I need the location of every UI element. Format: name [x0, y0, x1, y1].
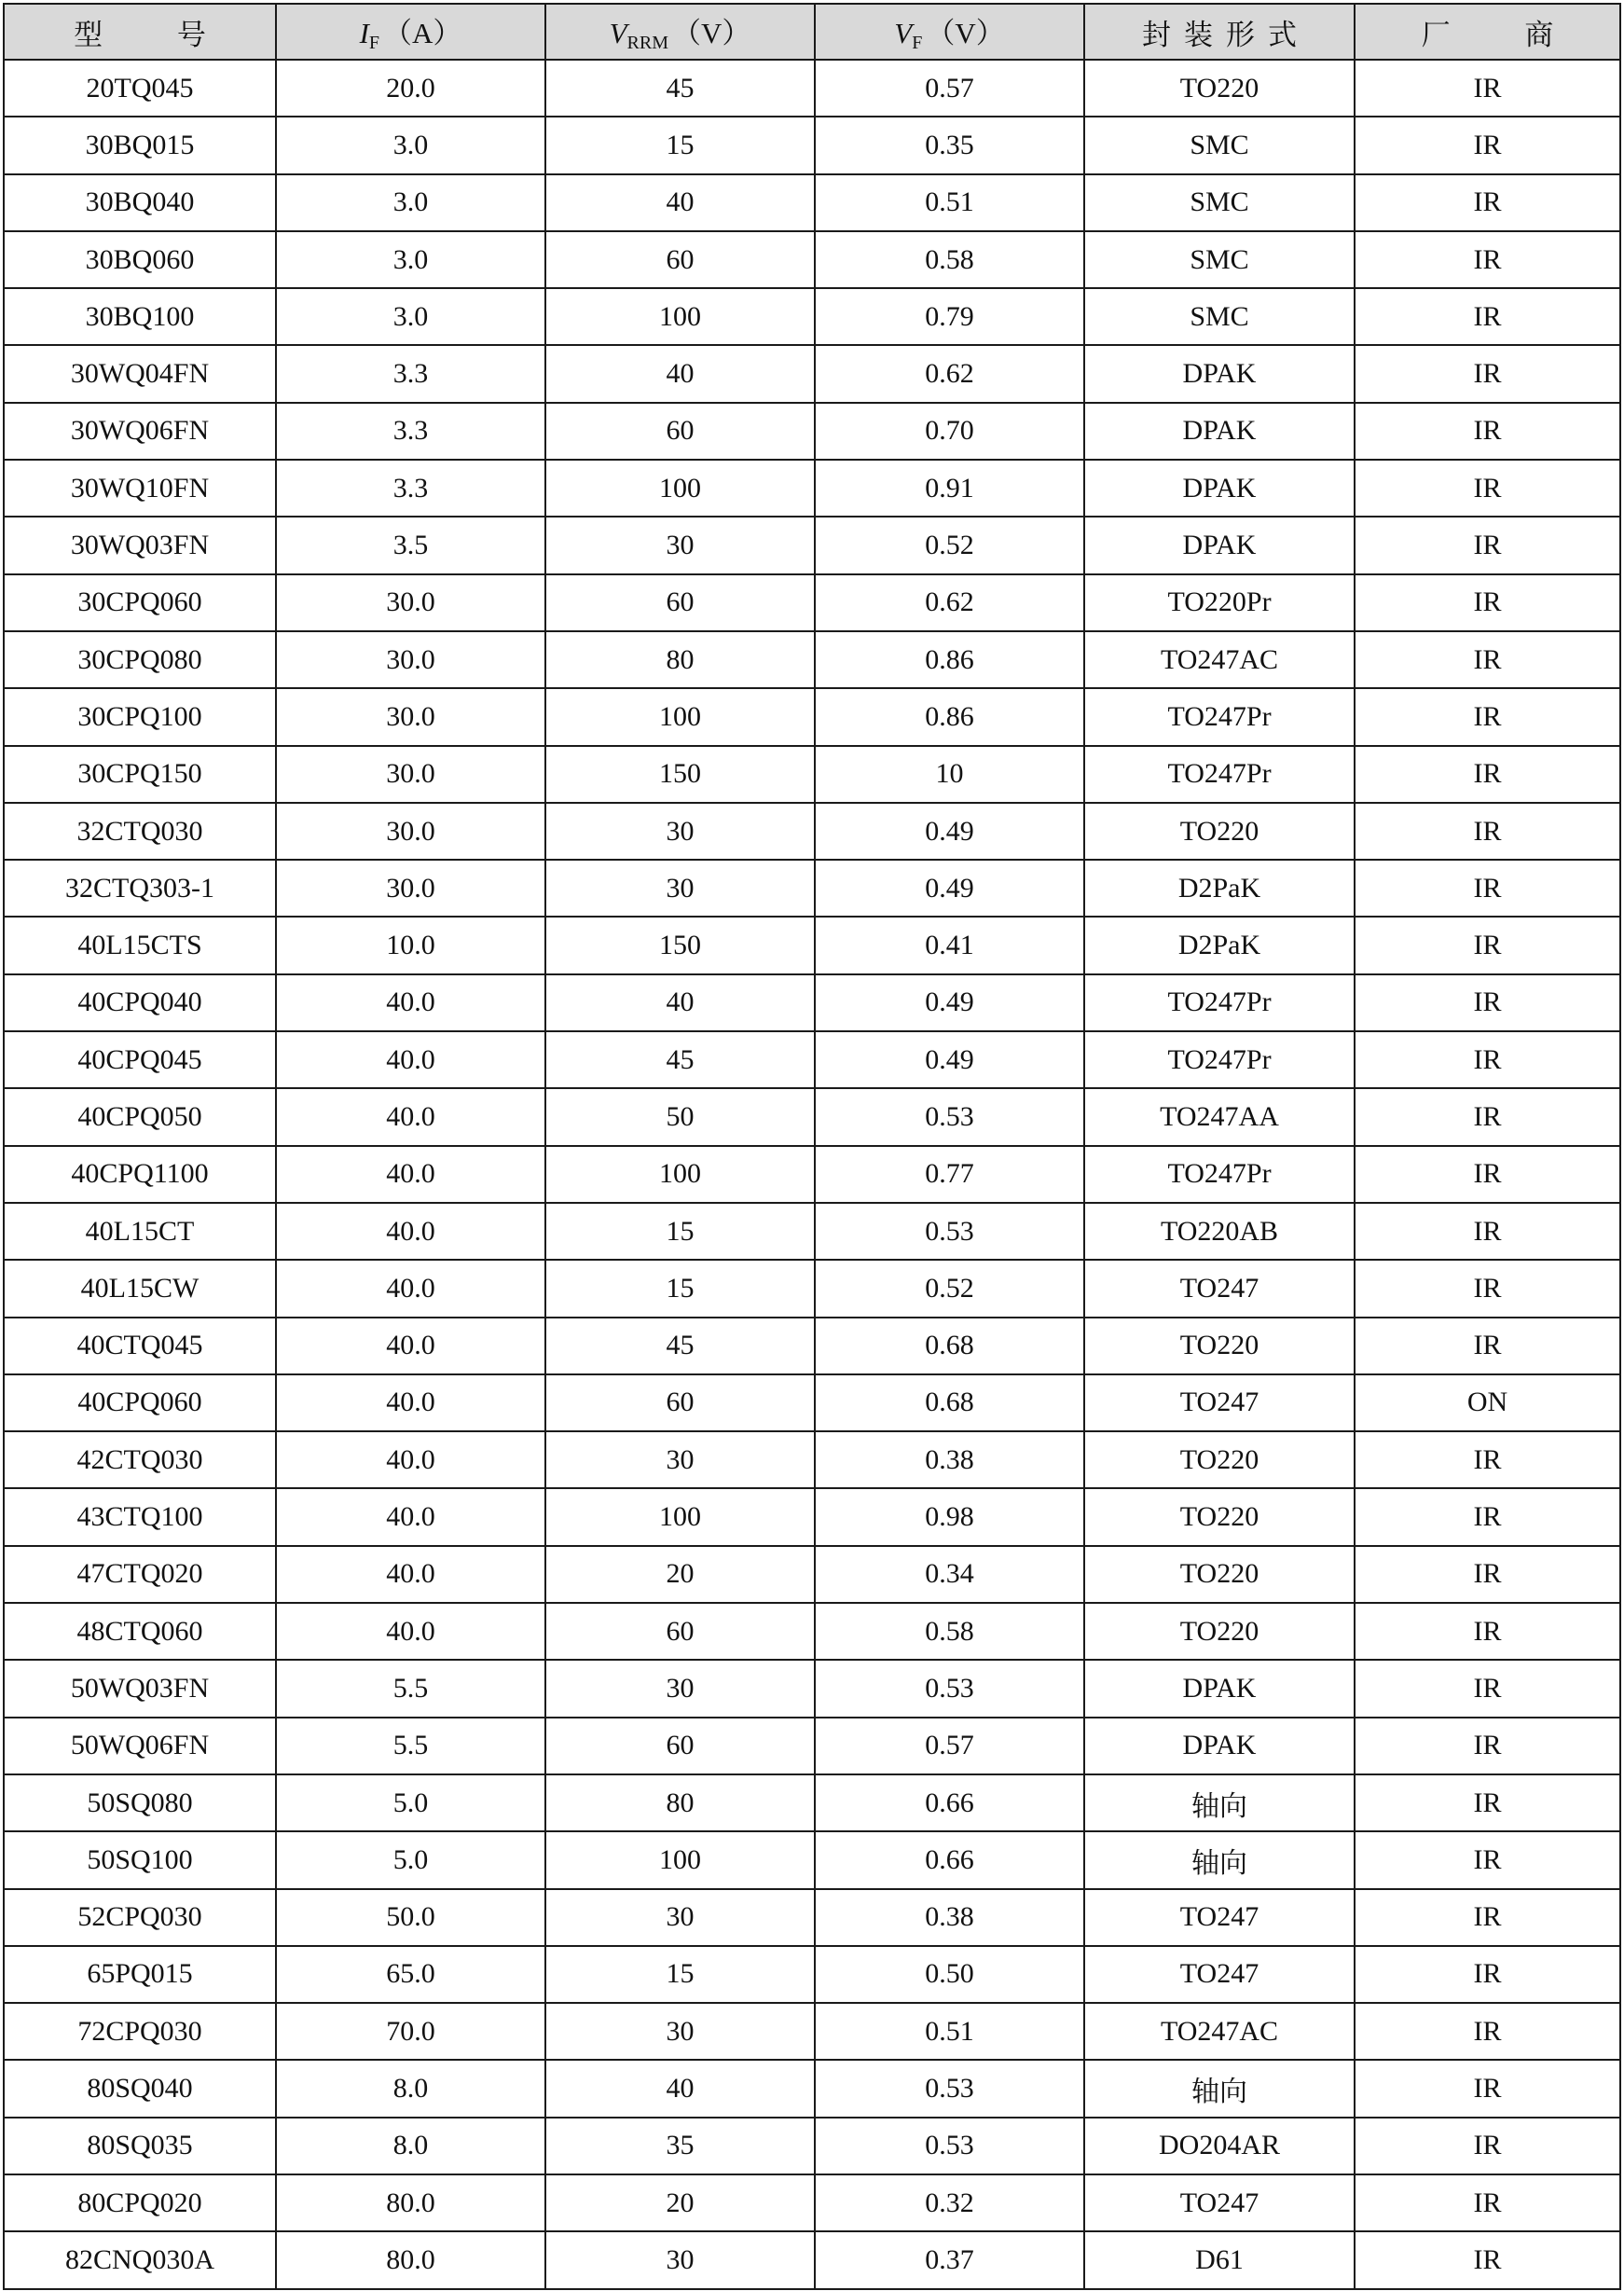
cell-maker: IR: [1355, 1318, 1620, 1374]
cell-maker: IR: [1355, 2003, 1620, 2060]
cell-vf: 0.51: [815, 174, 1084, 231]
table-row: [4, 1774, 1620, 1831]
cell-vf: 0.53: [815, 1088, 1084, 1145]
table-row: [4, 2231, 1620, 2288]
cell-vrrm: 40: [545, 345, 815, 402]
cell-model: 50SQ080: [4, 1774, 276, 1831]
cell-model: 40L15CT: [4, 1203, 276, 1260]
cell-model: 82CNQ030A: [4, 2231, 276, 2288]
cell-if: 50.0: [276, 1889, 545, 1946]
table-row: [4, 2003, 1620, 2060]
table-row: [4, 574, 1620, 631]
cell-package: TO220: [1084, 803, 1355, 860]
cell-if: 3.0: [276, 231, 545, 288]
cell-maker: IR: [1355, 631, 1620, 688]
cell-model: 40CTQ045: [4, 1318, 276, 1374]
cell-package: DPAK: [1084, 345, 1355, 402]
cell-model: 43CTQ100: [4, 1488, 276, 1545]
cell-model: 32CTQ303-1: [4, 860, 276, 917]
cell-vrrm: 20: [545, 2174, 815, 2231]
cell-if: 20.0: [276, 60, 545, 117]
cell-vf: 0.58: [815, 231, 1084, 288]
cell-if: 5.5: [276, 1718, 545, 1774]
cell-maker: IR: [1355, 1546, 1620, 1603]
cell-package: TO247: [1084, 1374, 1355, 1431]
cell-model: 30WQ03FN: [4, 517, 276, 573]
cell-vf: 0.38: [815, 1431, 1084, 1488]
table-row: [4, 174, 1620, 231]
cell-if: 3.0: [276, 174, 545, 231]
cell-model: 30WQ06FN: [4, 403, 276, 460]
cell-vrrm: 45: [545, 1318, 815, 1374]
cell-vf: 0.53: [815, 2060, 1084, 2117]
cell-package: SMC: [1084, 117, 1355, 173]
cell-vrrm: 20: [545, 1546, 815, 1603]
table-row: [4, 1946, 1620, 2003]
cell-if: 3.0: [276, 117, 545, 173]
cell-vf: 0.41: [815, 917, 1084, 973]
cell-package: TO220: [1084, 1546, 1355, 1603]
cell-vf: 0.50: [815, 1946, 1084, 2003]
cell-model: 30BQ040: [4, 174, 276, 231]
cell-model: 52CPQ030: [4, 1889, 276, 1946]
table-row: [4, 631, 1620, 688]
cell-maker: IR: [1355, 117, 1620, 173]
cell-package: DPAK: [1084, 1718, 1355, 1774]
cell-maker: ON: [1355, 1374, 1620, 1431]
cell-vrrm: 40: [545, 174, 815, 231]
cell-package: TO247: [1084, 1889, 1355, 1946]
cell-vrrm: 30: [545, 1431, 815, 1488]
table-row: [4, 688, 1620, 745]
table-row: [4, 60, 1620, 117]
cell-model: 72CPQ030: [4, 2003, 276, 2060]
cell-maker: IR: [1355, 1431, 1620, 1488]
cell-if: 5.0: [276, 1831, 545, 1888]
cell-vf: 10: [815, 746, 1084, 803]
cell-model: 30WQ10FN: [4, 460, 276, 517]
table-row: [4, 1431, 1620, 1488]
table-row: [4, 460, 1620, 517]
cell-package: DPAK: [1084, 517, 1355, 573]
table-row: [4, 1031, 1620, 1088]
cell-maker: IR: [1355, 1603, 1620, 1660]
table-row: [4, 403, 1620, 460]
cell-maker: IR: [1355, 1889, 1620, 1946]
cell-if: 30.0: [276, 574, 545, 631]
cell-maker: IR: [1355, 1088, 1620, 1145]
header-row: [4, 4, 1620, 60]
cell-maker: IR: [1355, 2060, 1620, 2117]
cell-vf: 0.53: [815, 1660, 1084, 1717]
table-row: [4, 2118, 1620, 2174]
cell-package: TO220: [1084, 60, 1355, 117]
table-row: [4, 803, 1620, 860]
header-package: [1084, 4, 1355, 60]
cell-if: 10.0: [276, 917, 545, 973]
cell-vrrm: 40: [545, 2060, 815, 2117]
cell-if: 40.0: [276, 1031, 545, 1088]
cell-package: TO247: [1084, 1260, 1355, 1317]
cell-if: 3.3: [276, 345, 545, 402]
cell-if: 5.5: [276, 1660, 545, 1717]
cell-model: 47CTQ020: [4, 1546, 276, 1603]
cell-package: TO247Pr: [1084, 974, 1355, 1031]
cell-if: 3.3: [276, 460, 545, 517]
cell-model: 80SQ035: [4, 2118, 276, 2174]
cell-vrrm: 40: [545, 974, 815, 1031]
cell-package: TO220: [1084, 1488, 1355, 1545]
cell-model: 40L15CTS: [4, 917, 276, 973]
header-vf-symbol: V: [894, 17, 913, 49]
table-row: [4, 2174, 1620, 2231]
cell-vrrm: 30: [545, 1660, 815, 1717]
cell-maker: IR: [1355, 688, 1620, 745]
table-row: [4, 1718, 1620, 1774]
cell-vrrm: 45: [545, 60, 815, 117]
cell-model: 65PQ015: [4, 1946, 276, 2003]
header-vf-subscript: F: [912, 33, 923, 53]
cell-if: 40.0: [276, 1488, 545, 1545]
header-if-subscript: F: [368, 33, 380, 53]
cell-maker: IR: [1355, 1831, 1620, 1888]
cell-if: 8.0: [276, 2060, 545, 2117]
diode-spec-table: [3, 3, 1621, 2290]
cell-model: 30WQ04FN: [4, 345, 276, 402]
cell-vf: 0.79: [815, 288, 1084, 345]
cell-maker: IR: [1355, 231, 1620, 288]
cell-vf: 0.51: [815, 2003, 1084, 2060]
cell-package: TO220: [1084, 1318, 1355, 1374]
cell-package: D61: [1084, 2231, 1355, 2288]
cell-if: 80.0: [276, 2174, 545, 2231]
table-row: [4, 288, 1620, 345]
cell-vf: 0.49: [815, 803, 1084, 860]
header-if-unit: （A）: [383, 17, 462, 49]
cell-package: TO247Pr: [1084, 1031, 1355, 1088]
cell-vf: 0.49: [815, 1031, 1084, 1088]
cell-vrrm: 100: [545, 1488, 815, 1545]
cell-vf: 0.49: [815, 860, 1084, 917]
cell-vrrm: 50: [545, 1088, 815, 1145]
table-row: [4, 1088, 1620, 1145]
cell-vrrm: 15: [545, 1946, 815, 2003]
cell-vf: 0.62: [815, 574, 1084, 631]
table-row: [4, 1146, 1620, 1203]
cell-model: 80CPQ020: [4, 2174, 276, 2231]
cell-package: TO247Pr: [1084, 746, 1355, 803]
table-row: [4, 1603, 1620, 1660]
cell-if: 40.0: [276, 1603, 545, 1660]
cell-if: 40.0: [276, 1260, 545, 1317]
table-row: [4, 1546, 1620, 1603]
header-maker-label: 厂 商: [1421, 18, 1588, 51]
cell-vf: 0.86: [815, 688, 1084, 745]
cell-vrrm: 30: [545, 2231, 815, 2288]
cell-model: 30CPQ060: [4, 574, 276, 631]
cell-vf: 0.62: [815, 345, 1084, 402]
cell-vf: 0.66: [815, 1774, 1084, 1831]
header-vf-unit: （V）: [926, 17, 1005, 49]
cell-vf: 0.38: [815, 1889, 1084, 1946]
table-row: [4, 1203, 1620, 1260]
cell-maker: IR: [1355, 517, 1620, 573]
cell-model: 40CPQ1100: [4, 1146, 276, 1203]
cell-model: 20TQ045: [4, 60, 276, 117]
cell-vf: 0.37: [815, 2231, 1084, 2288]
cell-vrrm: 60: [545, 231, 815, 288]
cell-maker: IR: [1355, 974, 1620, 1031]
cell-package: TO220: [1084, 1431, 1355, 1488]
cell-model: 50WQ06FN: [4, 1718, 276, 1774]
cell-maker: IR: [1355, 917, 1620, 973]
cell-vrrm: 100: [545, 460, 815, 517]
cell-package: SMC: [1084, 288, 1355, 345]
cell-maker: IR: [1355, 403, 1620, 460]
cell-vrrm: 35: [545, 2118, 815, 2174]
cell-model: 30BQ060: [4, 231, 276, 288]
cell-model: 42CTQ030: [4, 1431, 276, 1488]
cell-model: 50WQ03FN: [4, 1660, 276, 1717]
cell-maker: IR: [1355, 860, 1620, 917]
cell-maker: IR: [1355, 460, 1620, 517]
cell-vf: 0.53: [815, 1203, 1084, 1260]
header-vrrm-symbol: V: [609, 17, 627, 49]
cell-maker: IR: [1355, 2231, 1620, 2288]
cell-vrrm: 80: [545, 1774, 815, 1831]
cell-model: 40CPQ040: [4, 974, 276, 1031]
cell-package: 轴向: [1084, 1831, 1355, 1888]
cell-maker: IR: [1355, 1718, 1620, 1774]
cell-vf: 0.57: [815, 60, 1084, 117]
cell-vrrm: 30: [545, 860, 815, 917]
table-row: [4, 1488, 1620, 1545]
cell-if: 70.0: [276, 2003, 545, 2060]
cell-maker: IR: [1355, 174, 1620, 231]
cell-maker: IR: [1355, 803, 1620, 860]
cell-model: 40CPQ060: [4, 1374, 276, 1431]
cell-vf: 0.52: [815, 1260, 1084, 1317]
cell-package: TO220Pr: [1084, 574, 1355, 631]
cell-package: SMC: [1084, 231, 1355, 288]
cell-package: DPAK: [1084, 1660, 1355, 1717]
cell-vf: 0.66: [815, 1831, 1084, 1888]
cell-package: TO247: [1084, 2174, 1355, 2231]
cell-if: 65.0: [276, 1946, 545, 2003]
table-row: [4, 231, 1620, 288]
table-row: [4, 917, 1620, 973]
cell-package: TO247AA: [1084, 1088, 1355, 1145]
cell-maker: IR: [1355, 574, 1620, 631]
cell-if: 80.0: [276, 2231, 545, 2288]
cell-vrrm: 60: [545, 1718, 815, 1774]
table-row: [4, 2060, 1620, 2117]
cell-maker: IR: [1355, 1203, 1620, 1260]
cell-model: 40CPQ045: [4, 1031, 276, 1088]
table-row: [4, 1374, 1620, 1431]
header-maker: [1355, 4, 1620, 60]
table-row: [4, 1889, 1620, 1946]
cell-vf: 0.68: [815, 1374, 1084, 1431]
header-model-label: 型 号: [74, 18, 240, 51]
header-vf: [815, 4, 1084, 60]
cell-vrrm: 150: [545, 746, 815, 803]
cell-maker: IR: [1355, 60, 1620, 117]
cell-maker: IR: [1355, 1031, 1620, 1088]
cell-package: TO247AC: [1084, 2003, 1355, 2060]
cell-vrrm: 30: [545, 803, 815, 860]
cell-if: 40.0: [276, 1146, 545, 1203]
cell-vf: 0.57: [815, 1718, 1084, 1774]
cell-vrrm: 30: [545, 2003, 815, 2060]
table-row: [4, 117, 1620, 173]
cell-if: 3.0: [276, 288, 545, 345]
table-row: [4, 860, 1620, 917]
cell-vf: 0.53: [815, 2118, 1084, 2174]
header-vrrm-subscript: RRM: [626, 33, 668, 53]
cell-vrrm: 100: [545, 288, 815, 345]
cell-vf: 0.98: [815, 1488, 1084, 1545]
cell-if: 40.0: [276, 1203, 545, 1260]
cell-vrrm: 100: [545, 1831, 815, 1888]
cell-vf: 0.34: [815, 1546, 1084, 1603]
cell-maker: IR: [1355, 1946, 1620, 2003]
cell-vf: 0.70: [815, 403, 1084, 460]
cell-vf: 0.77: [815, 1146, 1084, 1203]
cell-package: 轴向: [1084, 1774, 1355, 1831]
cell-maker: IR: [1355, 345, 1620, 402]
cell-if: 30.0: [276, 860, 545, 917]
table-row: [4, 1660, 1620, 1717]
cell-model: 40CPQ050: [4, 1088, 276, 1145]
cell-maker: IR: [1355, 746, 1620, 803]
cell-if: 40.0: [276, 1546, 545, 1603]
cell-maker: IR: [1355, 1146, 1620, 1203]
header-vrrm: [545, 4, 815, 60]
cell-vrrm: 60: [545, 1374, 815, 1431]
cell-model: 50SQ100: [4, 1831, 276, 1888]
header-if-symbol: I: [359, 17, 369, 49]
cell-if: 30.0: [276, 746, 545, 803]
cell-if: 40.0: [276, 1431, 545, 1488]
cell-vf: 0.91: [815, 460, 1084, 517]
cell-vrrm: 60: [545, 403, 815, 460]
cell-maker: IR: [1355, 1488, 1620, 1545]
cell-package: DPAK: [1084, 403, 1355, 460]
header-vrrm-unit: （V）: [672, 17, 751, 49]
table-row: [4, 1318, 1620, 1374]
cell-package: D2PaK: [1084, 917, 1355, 973]
cell-vrrm: 150: [545, 917, 815, 973]
cell-vrrm: 100: [545, 1146, 815, 1203]
cell-if: 40.0: [276, 1318, 545, 1374]
header-if: [276, 4, 545, 60]
cell-if: 3.5: [276, 517, 545, 573]
header-model: [4, 4, 276, 60]
cell-vrrm: 30: [545, 517, 815, 573]
cell-package: TO247: [1084, 1946, 1355, 2003]
cell-package: TO247Pr: [1084, 1146, 1355, 1203]
cell-vrrm: 15: [545, 1203, 815, 1260]
cell-maker: IR: [1355, 2174, 1620, 2231]
cell-if: 5.0: [276, 1774, 545, 1831]
cell-package: D2PaK: [1084, 860, 1355, 917]
cell-model: 30BQ015: [4, 117, 276, 173]
cell-vrrm: 15: [545, 1260, 815, 1317]
cell-vrrm: 30: [545, 1889, 815, 1946]
table-row: [4, 345, 1620, 402]
cell-if: 40.0: [276, 1088, 545, 1145]
cell-model: 80SQ040: [4, 2060, 276, 2117]
cell-model: 48CTQ060: [4, 1603, 276, 1660]
cell-vrrm: 60: [545, 1603, 815, 1660]
cell-maker: IR: [1355, 1260, 1620, 1317]
cell-maker: IR: [1355, 288, 1620, 345]
table-header: [4, 4, 1620, 60]
cell-vf: 0.52: [815, 517, 1084, 573]
cell-vf: 0.35: [815, 117, 1084, 173]
cell-package: TO220AB: [1084, 1203, 1355, 1260]
cell-vf: 0.32: [815, 2174, 1084, 2231]
cell-vrrm: 80: [545, 631, 815, 688]
cell-if: 30.0: [276, 803, 545, 860]
cell-if: 8.0: [276, 2118, 545, 2174]
cell-package: TO247Pr: [1084, 688, 1355, 745]
cell-vf: 0.86: [815, 631, 1084, 688]
cell-maker: IR: [1355, 1660, 1620, 1717]
cell-maker: IR: [1355, 2118, 1620, 2174]
cell-model: 30BQ100: [4, 288, 276, 345]
cell-package: SMC: [1084, 174, 1355, 231]
table-row: [4, 517, 1620, 573]
cell-vf: 0.68: [815, 1318, 1084, 1374]
cell-model: 30CPQ080: [4, 631, 276, 688]
cell-vrrm: 15: [545, 117, 815, 173]
cell-package: TO247AC: [1084, 631, 1355, 688]
cell-model: 30CPQ100: [4, 688, 276, 745]
table-row: [4, 1260, 1620, 1317]
cell-vf: 0.49: [815, 974, 1084, 1031]
cell-if: 30.0: [276, 688, 545, 745]
cell-if: 30.0: [276, 631, 545, 688]
cell-if: 40.0: [276, 974, 545, 1031]
cell-if: 3.3: [276, 403, 545, 460]
cell-model: 30CPQ150: [4, 746, 276, 803]
cell-vrrm: 45: [545, 1031, 815, 1088]
cell-package: 轴向: [1084, 2060, 1355, 2117]
cell-package: DPAK: [1084, 460, 1355, 517]
header-package-label: 封装形式: [1142, 18, 1310, 51]
cell-vf: 0.58: [815, 1603, 1084, 1660]
table-row: [4, 974, 1620, 1031]
table-row: [4, 1831, 1620, 1888]
cell-if: 40.0: [276, 1374, 545, 1431]
table-row: [4, 746, 1620, 803]
cell-model: 32CTQ030: [4, 803, 276, 860]
cell-maker: IR: [1355, 1774, 1620, 1831]
cell-model: 40L15CW: [4, 1260, 276, 1317]
cell-vrrm: 60: [545, 574, 815, 631]
cell-package: TO220: [1084, 1603, 1355, 1660]
cell-vrrm: 100: [545, 688, 815, 745]
cell-package: DO204AR: [1084, 2118, 1355, 2174]
table-body: [4, 60, 1620, 2289]
